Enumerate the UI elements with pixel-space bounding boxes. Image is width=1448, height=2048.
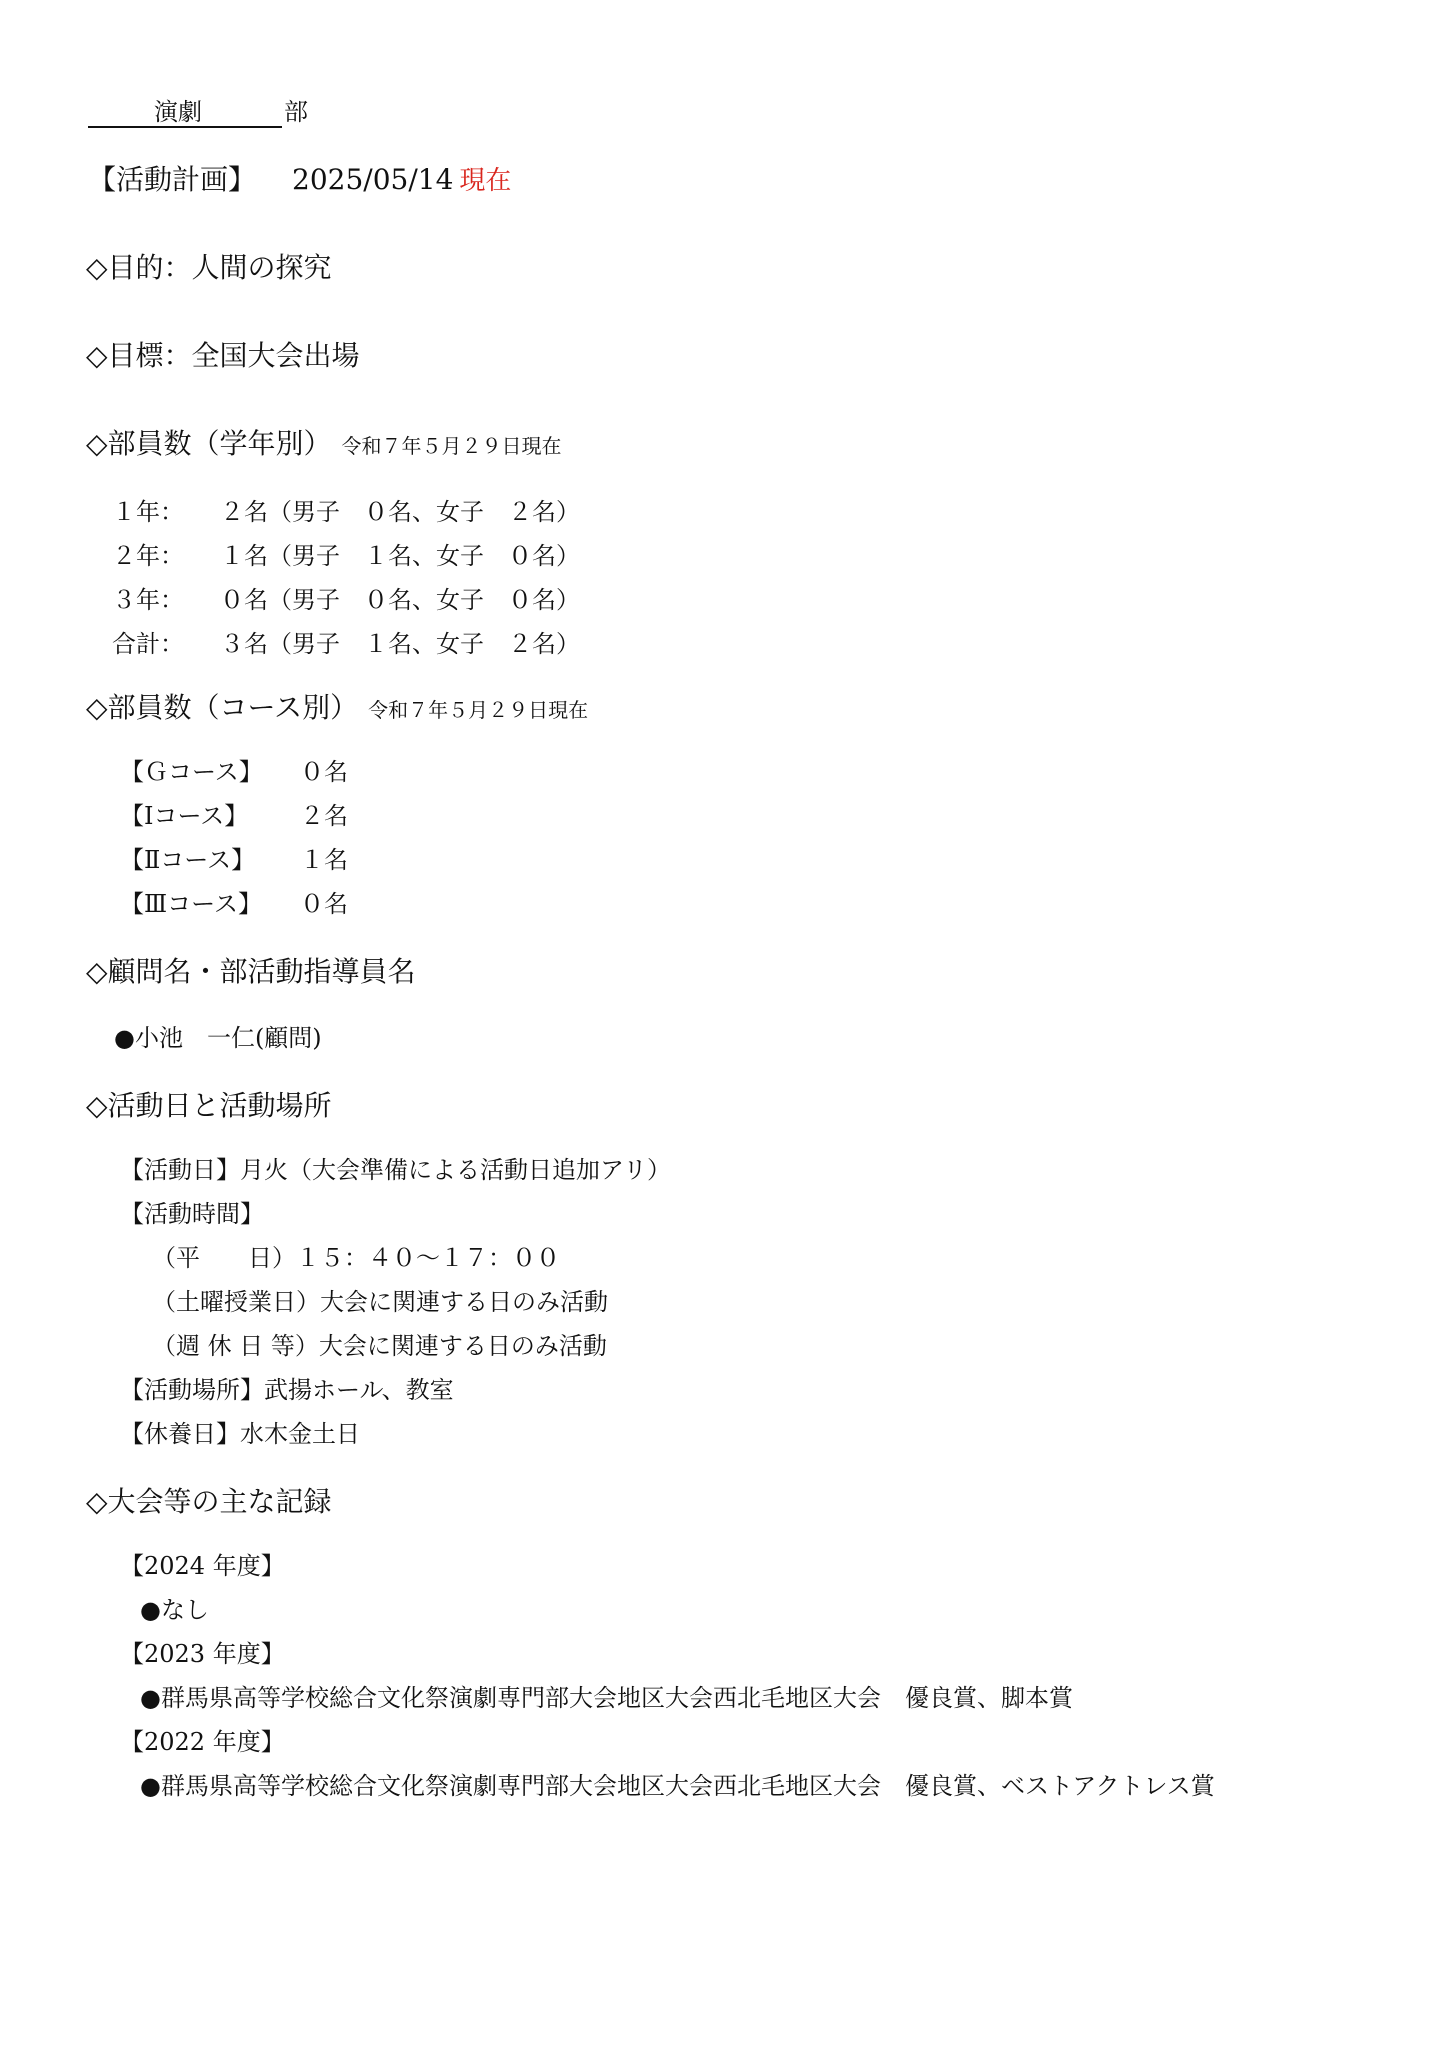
record-year: 【2022 年度】 [120,1728,285,1756]
members-grade-as-of: 令和７年５月２９日現在 [341,434,562,458]
members-grade-heading [86,422,562,462]
activity-time-holiday: （週 休 日 等）大会に関連する日のみ活動 [152,1332,607,1360]
course-count: １名 [300,846,348,874]
record-item: ●群馬県高等学校総合文化祭演劇専門部大会地区大会西北毛地区大会 優良賞、脚本賞 [140,1684,1073,1712]
plan-title [88,158,511,198]
grade-label: １年： [112,497,184,526]
course-count: ２名 [300,802,348,830]
club-name-underline [88,92,282,128]
course-count: ０名 [300,890,348,918]
grade-value: １名（男子 １名、女子 ０名） [220,541,580,570]
record-year: 【2023 年度】 [120,1640,285,1668]
plan-date: 2025/05/14 [292,163,454,196]
grade-value: ０名（男子 ０名、女子 ０名） [220,585,580,614]
plan-label: 【活動計画】 [88,163,257,196]
members-course-title: ◇部員数（コース別） [86,691,359,724]
activity-place: 【活動場所】武揚ホール、教室 [120,1376,454,1404]
plan-current: 現在 [459,166,512,196]
activity-time-label: 【活動時間】 [120,1200,264,1228]
course-row [120,884,348,919]
record-year: 【2024 年度】 [120,1552,285,1580]
club-suffix: 部 [284,98,308,126]
total-value: ３名（男子 １名、女子 ２名） [220,629,580,658]
records-heading: ◇大会等の主な記録 [86,1485,332,1518]
table-row [112,487,580,531]
course-row [120,840,348,875]
record-item: ●群馬県高等学校総合文化祭演劇専門部大会地区大会西北毛地区大会 優良賞、ベストアクトレス賞 [140,1772,1215,1800]
grade-label: ３年： [112,585,184,614]
table-row [112,575,580,619]
course-label: 【Ⅰコース】 [120,802,249,830]
members-course-as-of: 令和７年５月２９日現在 [368,698,589,722]
advisors-heading: ◇顧問名・部活動指導員名 [86,955,416,988]
club-name: 演劇 [154,98,202,126]
course-label: 【Ⅲコース】 [120,890,262,918]
purpose-heading: ◇目的：人間の探究 [86,251,332,284]
course-label: 【Ⅱコース】 [120,846,256,874]
course-label: 【Ｇコース】 [120,758,263,786]
schedule-heading: ◇活動日と活動場所 [86,1089,332,1122]
grade-label: ２年： [112,541,184,570]
rest-days: 【休養日】水木金土日 [120,1420,360,1448]
course-row [120,796,348,831]
members-course-heading [86,686,588,726]
grade-value: ２名（男子 ０名、女子 ２名） [220,497,580,526]
members-grade-table [112,487,580,663]
course-count: ０名 [300,758,348,786]
table-row [112,619,580,663]
record-item: ●なし [140,1596,209,1624]
goal-heading: ◇目標：全国大会出場 [86,339,360,372]
activity-days: 【活動日】月火（大会準備による活動日追加アリ） [120,1156,672,1184]
advisor-item: ●小池 一仁(顧問) [114,1024,322,1052]
total-label: 合計： [112,629,184,658]
activity-time-weekday: （平 日）１５：４０～１７：００ [152,1244,560,1272]
course-row [120,752,348,787]
activity-time-saturday: （土曜授業日）大会に関連する日のみ活動 [152,1288,608,1316]
table-row [112,531,580,575]
members-grade-title: ◇部員数（学年別） [86,427,332,460]
